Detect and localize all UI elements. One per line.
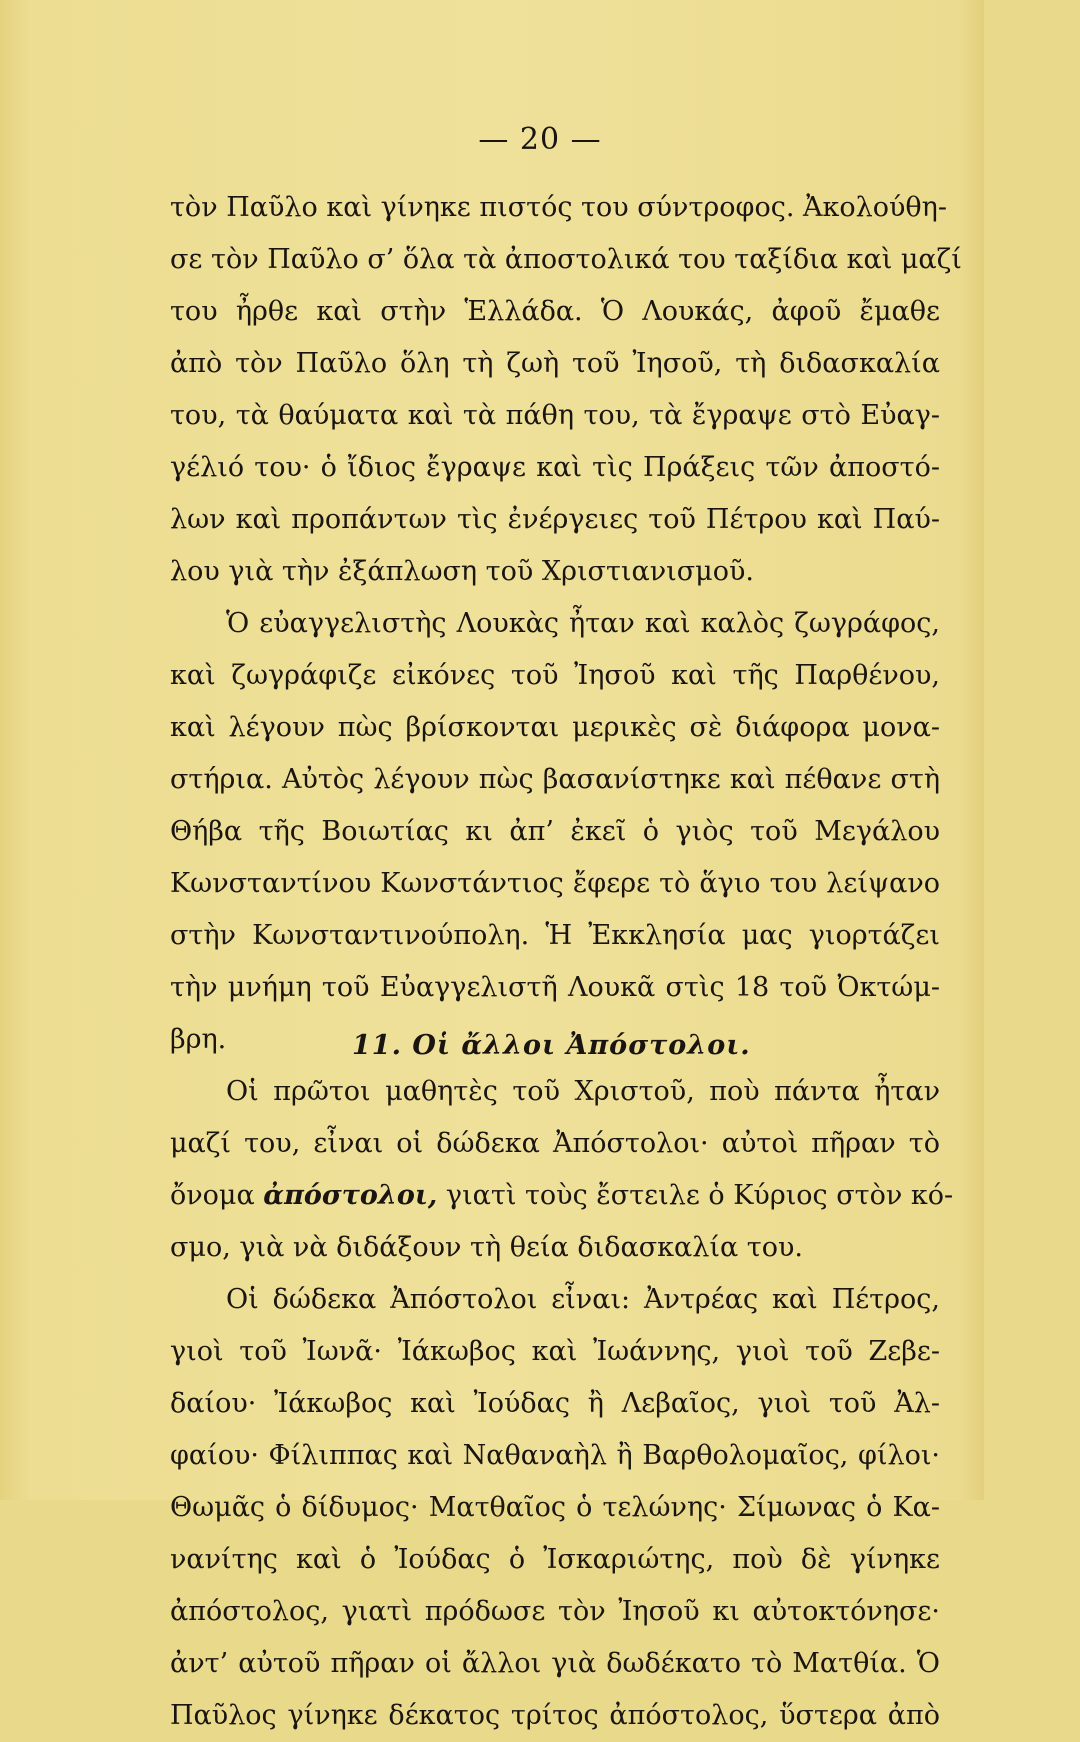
paragraph-2-line: στὴν Κωνσταντινούπολη. Ἡ Ἐκκλησία μας γιορτάζει [170, 920, 940, 951]
paragraph-2-line: καὶ λέγουν πὼς βρίσκονται μερικὲς σὲ διάφορα μονα- [170, 712, 940, 743]
paragraph-4-line: φαίου· Φίλιππας καὶ Ναθαναὴλ ἢ Βαρθολομαῖος, φίλοι· [170, 1440, 940, 1471]
section-heading: 11. Οἱ ἄλλοι Ἀπόστολοι. [352, 1030, 751, 1061]
paragraph-2-line: Θήβα τῆς Βοιωτίας κι ἀπ’ ἐκεῖ ὁ γιὸς τοῦ Μεγάλου [170, 816, 940, 847]
paragraph-4-line: νανίτης καὶ ὁ Ἰούδας ὁ Ἰσκαριώτης, ποὺ δὲ γίνηκε [170, 1544, 940, 1575]
heading-row [170, 1014, 940, 1066]
paragraph-1-line: γέλιό του· ὁ ἴδιος ἔγραψε καὶ τὶς Πράξεις τῶν ἀποστό- [170, 452, 940, 483]
paragraph-4-line: δαίου· Ἰάκωβος καὶ Ἰούδας ἢ Λεβαῖος, γιοὶ τοῦ Ἀλ- [170, 1388, 940, 1419]
paragraph-3-line: Οἱ πρῶτοι μαθητὲς τοῦ Χριστοῦ, ποὺ πάντα ἦταν [226, 1076, 940, 1107]
paragraph-1-line: ἀπὸ τὸν Παῦλο ὅλη τὴ ζωὴ τοῦ Ἰησοῦ, τὴ διδασκαλία [170, 348, 940, 379]
paragraph-2-line: Ὁ εὐαγγελιστὴς Λουκὰς ἦταν καὶ καλὸς ζωγράφος, [226, 608, 940, 639]
paragraph-1-line: του, τὰ θαύματα καὶ τὰ πάθη του, τὰ ἔγραψε στὸ Εὐαγ- [170, 400, 940, 431]
paragraph-2-end: βρη. [170, 1024, 227, 1055]
paragraph-2-line: καὶ ζωγράφιζε εἰκόνες τοῦ Ἰησοῦ καὶ τῆς Παρθένου, [170, 660, 940, 691]
paragraph-2-line: τὴν μνήμη τοῦ Εὐαγγελιστῆ Λουκᾶ στὶς 18 τοῦ Ὀκτώμ- [170, 972, 940, 1003]
paragraph-3-line [170, 1170, 954, 1222]
paragraph-3-line-3-end: γιατὶ τοὺς ἔστειλε ὁ Κύριος στὸν κό- [437, 1180, 954, 1211]
paragraph-1-line: του ἦρθε καὶ στὴν Ἑλλάδα. Ὁ Λουκάς, ἀφοῦ ἔμαθε [170, 296, 940, 327]
paragraph-1-line: τὸν Παῦλο καὶ γίνηκε πιστός του σύντροφος. Ἀκολούθη- [170, 192, 947, 223]
paragraph-4-line: ἀντ’ αὐτοῦ πῆραν οἱ ἄλλοι γιὰ δωδέκατο τὸ Ματθία. Ὁ [170, 1648, 940, 1679]
paragraph-3-line-3-start: ὄνομα [170, 1180, 264, 1211]
paragraph-3-line: σμο, γιὰ νὰ διδάξουν τὴ θεία διδασκαλία του. [170, 1232, 803, 1263]
paragraph-1-line: λου γιὰ τὴν ἐξάπλωση τοῦ Χριστιανισμοῦ. [170, 556, 754, 587]
paragraph-4-line: Θωμᾶς ὁ δίδυμος· Ματθαῖος ὁ τελώνης· Σίμωνας ὁ Κα- [170, 1492, 940, 1523]
paragraph-3-line: μαζί του, εἶναι οἱ δώδεκα Ἀπόστολοι· αὐτοὶ πῆραν τὸ [170, 1128, 940, 1159]
paragraph-4-line: ἀπόστολος, γιατὶ πρόδωσε τὸν Ἰησοῦ κι αὐτοκτόνησε· [170, 1596, 940, 1627]
page-number: — 20 — [478, 122, 602, 157]
paragraph-2-line: στήρια. Αὐτὸς λέγουν πὼς βασανίστηκε καὶ πέθανε στὴ [170, 764, 940, 795]
paragraph-2-line: Κωνσταντίνου Κωνστάντιος ἔφερε τὸ ἅγιο του λείψανο [170, 868, 940, 899]
paragraph-1-line: σε τὸν Παῦλο σ’ ὅλα τὰ ἀποστολικά του ταξίδια καὶ μαζί [170, 244, 962, 275]
paragraph-4-line: Οἱ δώδεκα Ἀπόστολοι εἶναι: Ἀντρέας καὶ Πέτρος, [226, 1284, 940, 1315]
paragraph-4-line: γιοὶ τοῦ Ἰωνᾶ· Ἰάκωβος καὶ Ἰωάννης, γιοὶ τοῦ Ζεβε- [170, 1336, 940, 1367]
body-text [170, 182, 962, 1742]
paragraph-1-line: λων καὶ προπάντων τὶς ἐνέργειες τοῦ Πέτρου καὶ Παύ- [170, 504, 940, 535]
emphasized-word: ἀπόστολοι, [263, 1180, 438, 1211]
paragraph-4-line: Παῦλος γίνηκε δέκατος τρίτος ἀπόστολος, ὕστερα ἀπὸ [170, 1700, 940, 1731]
